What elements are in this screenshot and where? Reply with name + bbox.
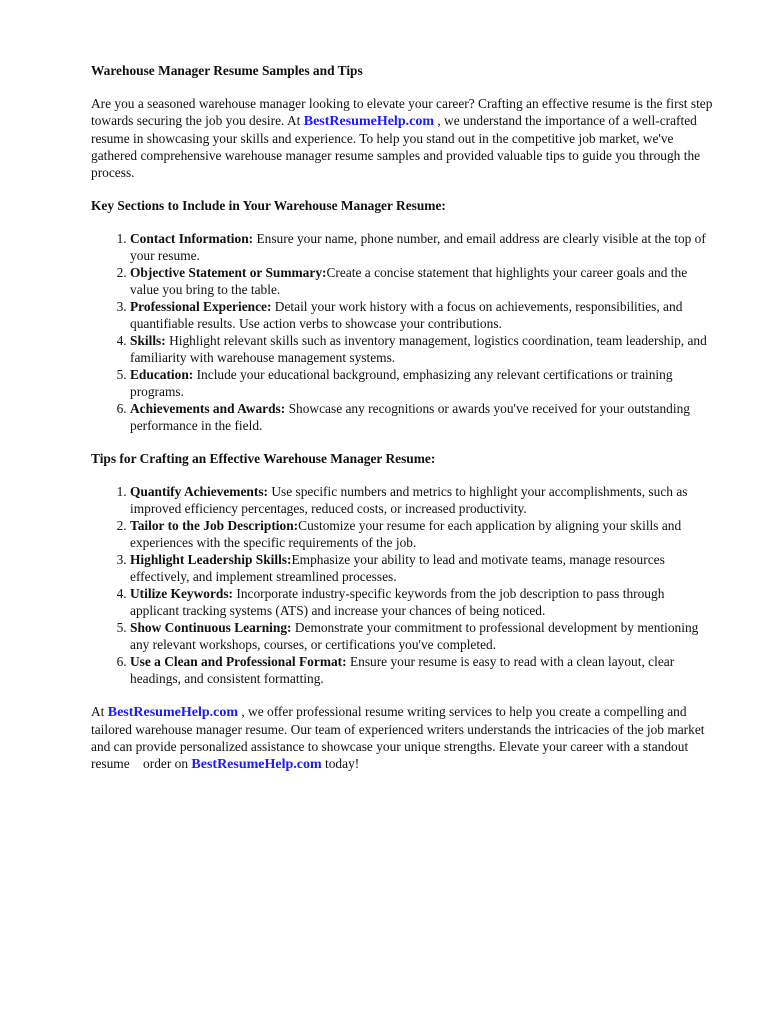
list-item (130, 400, 716, 434)
intro-paragraph (91, 95, 716, 181)
section-term: Objective Statement or Summary: (130, 265, 327, 280)
list-item (130, 653, 716, 687)
sections-heading: Key Sections to Include in Your Warehouse Manager Resume: (91, 198, 446, 213)
tips-list (91, 483, 716, 687)
closing-end: today! (321, 756, 360, 771)
closing-site-link-1[interactable]: BestResumeHelp.com (107, 705, 239, 720)
list-item (130, 517, 716, 551)
tip-text: Emphasize your ability to lead and motivate teams, manage resources effectively, and implement streamlined processes. (130, 552, 665, 584)
tip-text: Ensure your resume is easy to read with a clean layout, clear headings, and consistent formatting. (130, 654, 675, 686)
section-text: Showcase any recognitions or awards you've received for your outstanding performance in the field. (130, 401, 690, 433)
list-item (130, 483, 716, 517)
list-item (130, 332, 716, 366)
tips-heading: Tips for Crafting an Effective Warehouse Manager Resume: (91, 451, 436, 466)
intro-site-link[interactable]: BestResumeHelp.com (303, 114, 434, 129)
tip-term: Quantify Achievements: (130, 484, 268, 499)
closing-site-link-2[interactable]: BestResumeHelp.com (191, 757, 322, 772)
list-item (130, 298, 716, 332)
section-text: Highlight relevant skills such as inventory management, logistics coordination, team leadership, and familiarity with warehouse management systems. (130, 333, 707, 365)
list-item (130, 619, 716, 653)
tip-term: Utilize Keywords: (130, 586, 234, 601)
tip-term: Show Continuous Learning: (130, 620, 292, 635)
tip-term: Use a Clean and Professional Format: (130, 654, 347, 669)
section-term: Education: (130, 367, 194, 382)
tip-text: Use specific numbers and metrics to highlight your accomplishments, such as improved efficiency percentages, reduced costs, or increased productivity. (130, 484, 688, 516)
list-item (130, 366, 716, 400)
document-page (91, 62, 716, 789)
list-item (130, 264, 716, 298)
tip-term: Tailor to the Job Description: (130, 518, 299, 533)
sections-list (91, 230, 716, 434)
section-term: Contact Information: (130, 231, 254, 246)
section-term: Professional Experience: (130, 299, 272, 314)
closing-at: At (91, 704, 108, 719)
closing-paragraph (91, 703, 716, 773)
tip-text: Demonstrate your commitment to professional development by mentioning any relevant workshops, courses, or certifications you've completed. (130, 620, 699, 652)
tip-term: Highlight Leadership Skills: (130, 552, 292, 567)
list-item (130, 585, 716, 619)
closing-middle: , we offer professional resume writing services to help you create a compelling and tailored warehouse manager resume. Our team of experienced writers understands the intricacies of the job market and can provide personalized assistance to showcase your unique strengths. Elevate your career with a standout resume order on (91, 704, 708, 771)
list-item (130, 551, 716, 585)
tip-text: Customize your resume for each application by aligning your skills and experiences with the specific requirements of the job. (130, 518, 682, 550)
section-term: Skills: (130, 333, 166, 348)
section-text: Create a concise statement that highlights your career goals and the value you bring to the table. (130, 265, 688, 297)
section-text: Detail your work history with a focus on achievements, responsibilities, and quantifiable results. Use action verbs to showcase your contributions. (130, 299, 683, 331)
intro-text-after: , we understand the importance of a well-crafted resume in showcasing your skills and experience. To help you stand out in the competitive job market, we've gathered comprehensive warehouse manager resume samples and provided valuable tips to guide you through the process. (91, 113, 701, 180)
section-text: Ensure your name, phone number, and email address are clearly visible at the top of your resume. (130, 231, 706, 263)
section-term: Achievements and Awards: (130, 401, 286, 416)
section-text: Include your educational background, emphasizing any relevant certifications or training programs. (130, 367, 673, 399)
list-item (130, 230, 716, 264)
intro-text-before: Are you a seasoned warehouse manager looking to elevate your career? Crafting an effective resume is the first step towards securing the job you desire. At (91, 96, 713, 128)
document-title: Warehouse Manager Resume Samples and Tips (91, 63, 363, 78)
tip-text: Incorporate industry-specific keywords from the job description to pass through applicant tracking systems (ATS) and increase your chances of being noticed. (130, 586, 665, 618)
